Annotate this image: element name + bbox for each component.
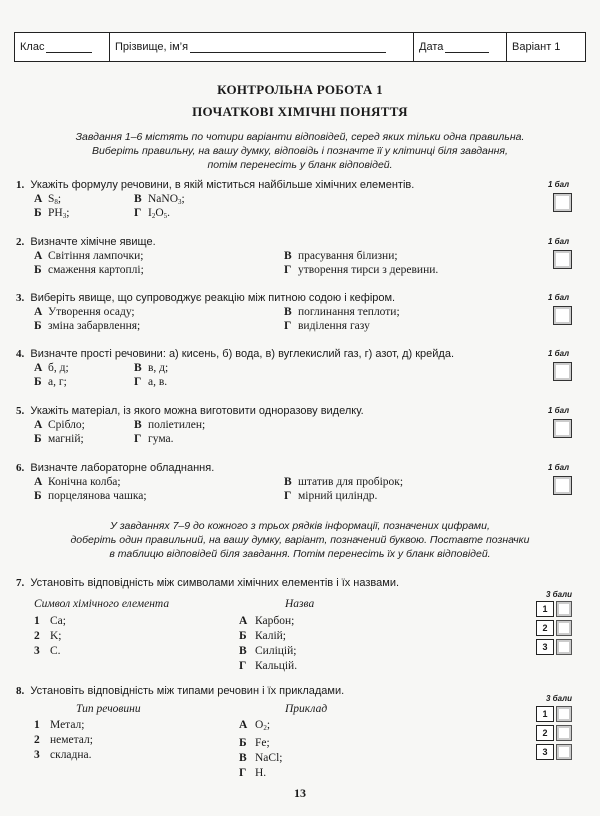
question-text: Установіть відповідність між символами хімічних елементів і їх назвами. [30,577,400,589]
subscript: 3 [178,198,182,206]
match-option [239,614,297,629]
q8-right-header: Приклад [285,703,328,715]
q7-right-header: Назва [285,598,315,610]
subscript: 3 [62,212,67,220]
answer-option[interactable] [134,418,205,432]
option-letter: В [134,193,142,205]
answer-checkbox[interactable] [553,476,572,495]
match-option [239,766,282,781]
answer-option[interactable] [34,475,121,489]
variant-label: Варіант 1 [512,41,561,53]
answer-option[interactable] [34,375,67,389]
option-letter: Г [284,320,292,332]
match-option [239,629,297,644]
question-number: 4. [16,348,25,360]
match-option [239,736,282,751]
q8-points: 3 бали [546,694,573,703]
question-6 [16,461,536,503]
match-option [239,751,282,766]
question-line [16,235,536,249]
subscript: 2 [263,724,267,732]
match-item [34,629,66,644]
option-text: $I_2O_5$. [148,207,171,220]
answer-option[interactable] [34,206,69,223]
points-label: 1 бал [548,237,570,246]
answer-option[interactable] [34,319,140,333]
question-line [16,347,536,361]
question-number: 5. [16,405,25,417]
answer-option[interactable] [134,206,170,223]
question-text: Укажіть формулу речовини, в якій міститься найбільше хімічних елементів. [30,179,415,191]
grid-row-number: 2 [536,620,554,636]
answer-option[interactable] [284,489,377,503]
grid-row-number: 3 [536,639,554,655]
option-letter: В [284,476,292,488]
answer-option[interactable] [34,263,144,277]
match-option [239,644,297,659]
option-letter: А [239,719,248,731]
question-text: Визначте хімічне явище. [30,236,156,248]
date-label: Дата [419,41,444,53]
option-letter: В [284,306,292,318]
question-text: Укажіть матеріал, із якого можна виготовити одноразову виделку. [30,405,364,417]
grid-row [536,744,574,760]
option-letter: Б [239,737,247,749]
option-text: NaNO$_3$; [148,193,185,206]
instruction-line: У завданнях 7–9 до кожного з трьох рядків інформації, позначених цифрами, [110,520,490,532]
answer-option[interactable] [284,249,398,263]
option-letter: Б [34,433,42,445]
option-letter: А [34,193,43,205]
options-row [16,249,536,263]
option-text: смаження картоплі; [48,264,144,276]
option-text: виділення газу [298,320,370,332]
item-text: C. [50,645,61,657]
options-row [16,192,536,206]
option-text: H. [255,767,267,779]
instruction-line: в таблицю відповідей біля завдання. Потім перенесіть їх у бланк відповідей. [109,548,491,560]
options-row [16,263,536,277]
grid-row [536,620,574,636]
item-text: K; [50,630,62,642]
question-1 [16,178,536,220]
question-line [16,178,536,192]
option-text: порцелянова чашка; [48,490,147,502]
option-text: $S_8$; [48,193,62,206]
match-item [34,718,93,733]
answer-option[interactable] [284,263,438,277]
option-text: NaCl; [255,752,283,764]
option-letter: Г [239,767,247,779]
options-row [16,418,536,432]
option-letter: Г [134,433,142,445]
option-letter: Г [284,490,292,502]
options-row [16,305,536,319]
question-2 [16,235,536,277]
option-text: прасування білизни; [298,250,398,262]
item-text: Карбон; [255,615,295,627]
grid-row-number: 3 [536,744,554,760]
item-number: 2 [34,630,40,642]
answer-option[interactable] [34,489,147,503]
points-label: 1 бал [548,293,570,302]
item-number: 2 [34,734,40,746]
option-letter: А [34,476,43,488]
grid-row [536,725,574,741]
student-info-header [14,32,586,62]
option-letter: А [34,362,43,374]
option-letter: Б [239,630,247,642]
option-letter: В [239,752,247,764]
grid-row [536,601,574,617]
question-8 [16,684,536,698]
option-text: утворення тирси з деревини. [298,264,439,276]
option-text: а, в. [148,376,168,388]
option-letter: Г [134,376,142,388]
option-letter: В [239,645,247,657]
subscript: 8 [54,198,58,206]
item-number: 1 [34,615,40,627]
points-label: 1 бал [548,463,570,472]
question-3 [16,291,536,333]
q7-left-header: Символ хімічного елемента [34,598,170,610]
option-letter: Б [34,264,42,276]
question-7 [16,576,536,590]
match-item [34,733,93,748]
option-letter: А [34,306,43,318]
item-number: 1 [34,719,40,731]
name-field[interactable] [110,33,414,61]
options-row [16,489,536,503]
answer-option[interactable] [34,361,69,375]
question-number: 2. [16,236,25,248]
question-5 [16,404,536,446]
subscript: 2 [151,212,156,220]
option-text: $PH_3$; [48,207,70,220]
item-text: неметал; [50,734,93,746]
grid-answer-box[interactable] [556,744,572,760]
answer-option[interactable] [284,319,370,333]
page-number: 13 [294,786,306,800]
option-text: а, г; [48,376,67,388]
page-title: КОНТРОЛЬНА РОБОТА 1 [217,82,383,97]
item-text: складна. [50,749,92,761]
grid-row [536,639,574,655]
instruction-line: Завдання 1–6 містять по чотири варіанти відповідей, серед яких тільки одна правильна. [75,131,525,143]
options-row [16,475,536,489]
match-option [239,718,282,736]
option-letter: В [134,419,142,431]
question-line [16,404,536,418]
instruction-line: потім перенесіть у бланк відповідей. [207,159,393,171]
answer-option[interactable] [134,375,167,389]
item-number: 3 [34,749,40,761]
subscript: 5 [163,212,168,220]
grid-answer-box[interactable] [556,601,572,617]
item-text: Метал; [50,719,85,731]
option-text: Конічна колба; [48,476,121,488]
option-letter: Б [34,320,42,332]
grid-row [536,706,574,722]
option-text: Fe; [255,737,270,749]
option-text: Світіння лампочки; [48,250,144,262]
page-subtitle: ПОЧАТКОВІ ХІМІЧНІ ПОНЯТТЯ [192,104,408,119]
class-field[interactable] [15,33,110,61]
option-letter: В [134,362,142,374]
question-number: 6. [16,462,25,474]
answer-grid-q7 [536,601,574,658]
grid-answer-box[interactable] [556,706,572,722]
option-letter: А [239,615,248,627]
option-text: гума. [148,433,174,445]
question-number: 8. [16,685,25,697]
answer-option[interactable] [34,249,143,263]
answer-checkbox[interactable] [553,419,572,438]
options-row [16,375,536,389]
answer-checkbox[interactable] [553,362,572,381]
answer-option[interactable] [34,432,84,446]
grid-answer-box[interactable] [556,639,572,655]
name-label: Прізвище, ім’я [115,41,189,53]
option-text: магній; [48,433,84,445]
option-letter: Г [239,660,247,672]
match-item [34,748,93,763]
option-text: зміна забарвлення; [48,320,141,332]
grid-row-number: 1 [536,706,554,722]
answer-option[interactable] [34,418,85,432]
match-option [239,659,297,674]
item-text: Кальцій. [255,660,298,672]
instructions-block-1 [30,130,570,172]
question-4 [16,347,536,389]
question-text: Установіть відповідність між типами речовин і їх прикладами. [30,685,345,697]
option-letter: Г [134,207,142,219]
option-text: поглинання теплоти; [298,306,400,318]
item-number: 3 [34,645,40,657]
options-row [16,432,536,446]
points-label: 1 бал [548,180,570,189]
answer-option[interactable] [284,475,403,489]
item-text: Калій; [255,630,287,642]
q8-left-header: Тип речовини [76,703,141,715]
answer-checkbox[interactable] [553,250,572,269]
option-letter: Б [34,376,42,388]
instructions-block-2 [30,519,570,561]
options-row [16,361,536,375]
item-text: Ca; [50,615,66,627]
option-letter: Г [284,264,292,276]
answer-option[interactable] [134,361,168,375]
answer-checkbox[interactable] [553,193,572,212]
q7-points: 3 бали [546,590,573,599]
item-text: Силіцій; [255,645,297,657]
option-text: Утворення осаду; [48,306,135,318]
question-number: 1. [16,179,25,191]
question-text: Визначте лабораторне обладнання. [30,462,215,474]
option-text: поліетилен; [148,419,206,431]
options-row [16,319,536,333]
answer-option[interactable] [34,305,135,319]
option-text: в, д; [148,362,169,374]
class-label: Клас [20,41,45,53]
option-text: Срібло; [48,419,85,431]
question-line [16,291,536,305]
answer-option[interactable] [284,305,400,319]
option-text: штатив для пробірок; [298,476,404,488]
option-letter: Б [34,490,42,502]
grid-answer-box[interactable] [556,620,572,636]
answer-checkbox[interactable] [553,306,572,325]
question-line [16,461,536,475]
match-item [34,644,66,659]
option-letter: В [284,250,292,262]
option-text: б, д; [48,362,69,374]
options-row [16,206,536,220]
option-text: мірний циліндр. [298,490,378,502]
question-number: 7. [16,577,25,589]
instruction-line: Виберіть правильну, на вашу думку, відповідь і позначте її у клітинці біля завдання, [92,145,508,157]
points-label: 1 бал [548,349,570,358]
grid-row-number: 1 [536,601,554,617]
match-item [34,614,66,629]
date-field[interactable] [414,33,507,61]
option-letter: А [34,419,43,431]
grid-answer-box[interactable] [556,725,572,741]
option-letter: А [34,250,43,262]
grid-row-number: 2 [536,725,554,741]
question-text: Визначте прості речовини: а) кисень, б) вода, в) вуглекислий газ, г) азот, д) крейда. [30,348,455,360]
question-text: Виберіть явище, що супроводжує реакцію між питною содою і кефіром. [30,292,396,304]
question-number: 3. [16,292,25,304]
option-text: $O_2$; [255,719,271,732]
points-label: 1 бал [548,406,570,415]
answer-grid-q8 [536,706,574,763]
instruction-line: доберіть один правильний, на вашу думку, варіант, позначений буквою. Поставте позначки [70,534,530,546]
answer-option[interactable] [134,432,174,446]
option-letter: Б [34,207,42,219]
